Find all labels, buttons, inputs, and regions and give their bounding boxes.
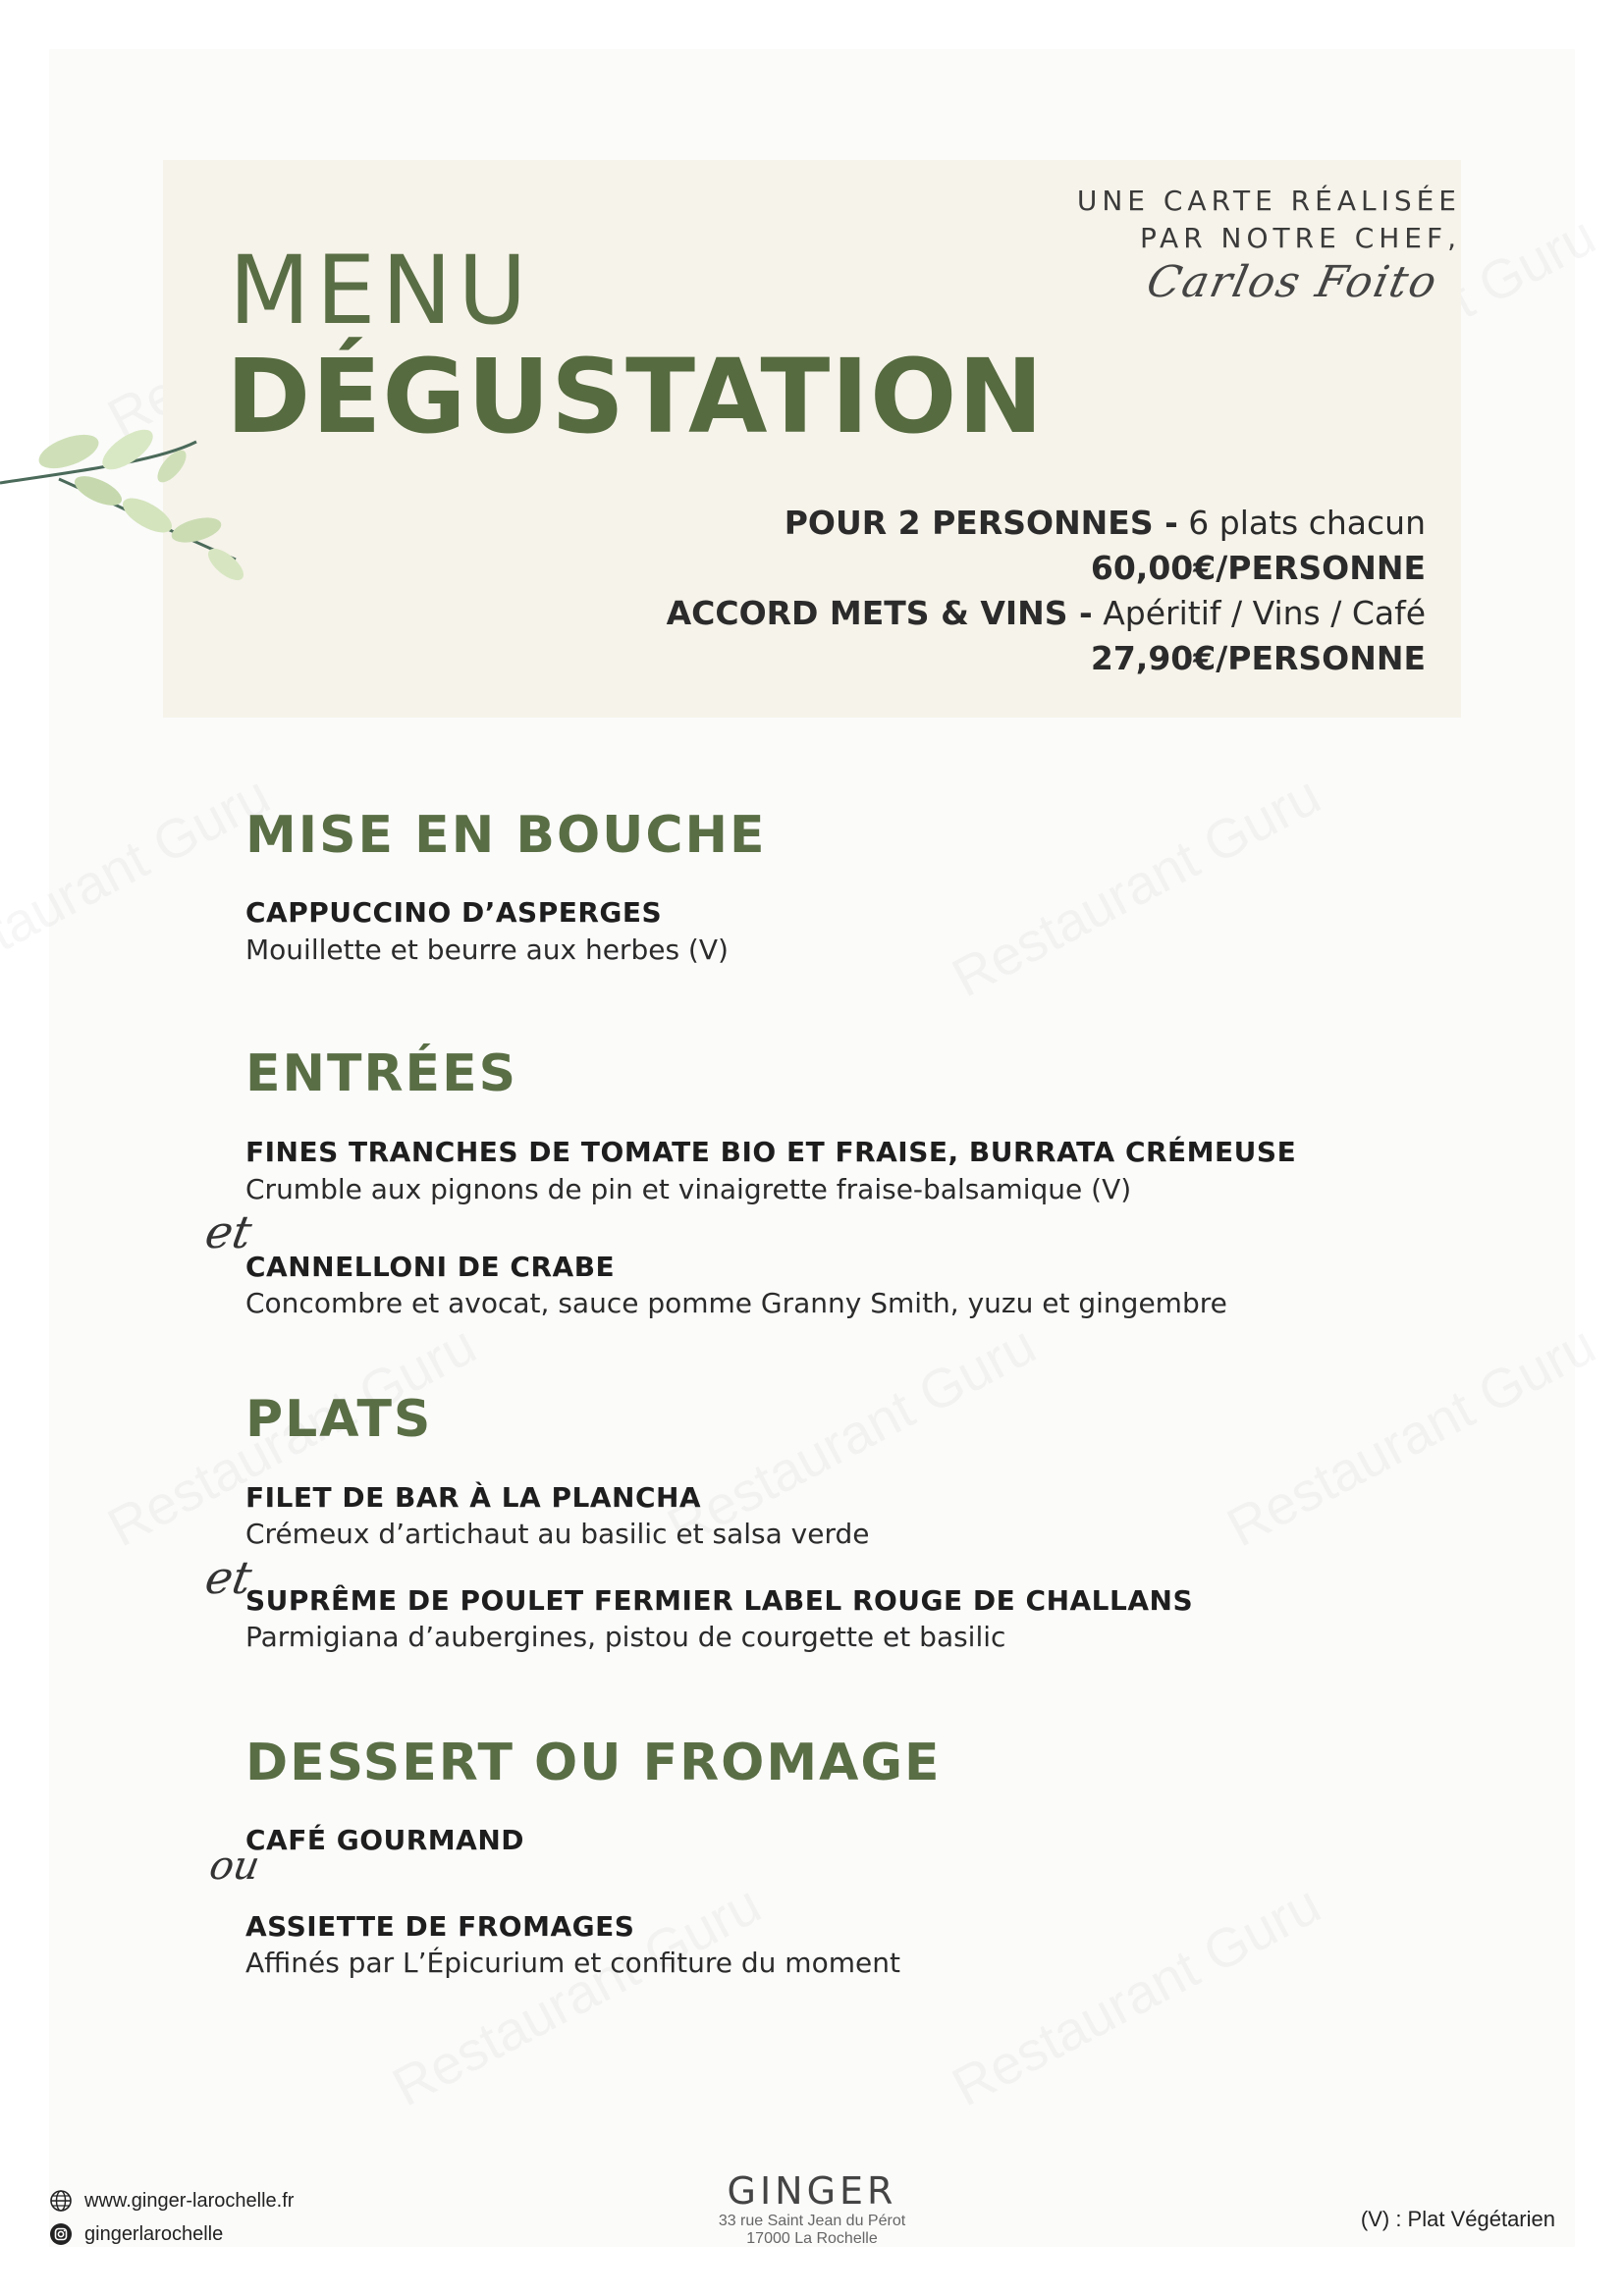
pricing-block: [667, 501, 1426, 681]
pricing-line-wine: ACCORD METS & VINS - Apéritif / Vins / Café: [666, 594, 1426, 632]
section-title-entrees: ENTRÉES: [245, 1044, 518, 1103]
degustation-title: DÉGUSTATION: [226, 337, 1045, 456]
dish-description: Mouillette et beurre aux herbes (V): [245, 934, 729, 966]
dish-name: ASSIETTE DE FROMAGES: [245, 1910, 635, 1943]
menu-title: MENU: [229, 236, 533, 346]
section-title-dessert: DESSERT OU FROMAGE: [245, 1734, 942, 1792]
chef-caption-line1: UNE CARTE RÉALISÉE: [1076, 185, 1461, 217]
chef-caption-line2: PAR NOTRE CHEF,: [1139, 222, 1461, 254]
footer-brand: [687, 2169, 937, 2248]
website-link[interactable]: www.ginger-larochelle.fr: [84, 2189, 295, 2212]
dish-description: Affinés par L’Épicurium et confiture du moment: [245, 1947, 900, 1979]
instagram-row: [49, 2217, 294, 2251]
dish-name: CANNELLONI DE CRABE: [245, 1251, 616, 1283]
connector-et: et: [201, 1551, 256, 1604]
dish-description: Crumble aux pignons de pin et vinaigrette fraise-balsamique (V): [245, 1173, 1132, 1205]
connector-et: et: [201, 1205, 256, 1258]
footer-contacts: [49, 2184, 294, 2251]
vegetarian-note: (V) : Plat Végétarien: [1360, 2207, 1555, 2231]
instagram-handle[interactable]: gingerlarochelle: [84, 2222, 224, 2245]
section-title-plats: PLATS: [245, 1390, 433, 1449]
connector-ou: ou: [205, 1843, 263, 1889]
pricing-line-persons: POUR 2 PERSONNES - 6 plats chacun: [784, 504, 1426, 542]
website-row: [49, 2184, 294, 2217]
dish-name: SUPRÊME DE POULET FERMIER LABEL ROUGE DE CHALLANS: [245, 1584, 1194, 1617]
dish-description: Parmigiana d’aubergines, pistou de courgette et basilic: [245, 1621, 1006, 1653]
dish-name: CAPPUCCINO D’ASPERGES: [245, 896, 663, 929]
dish-name: FILET DE BAR À LA PLANCHA: [245, 1481, 702, 1514]
address-line2: 17000 La Rochelle: [746, 2230, 878, 2247]
brand-logo: GINGER: [727, 2169, 897, 2213]
pricing-line-wine-price: 27,90€/PERSONNE: [1090, 639, 1426, 677]
dish-description: Concombre et avocat, sauce pomme Granny Smith, yuzu et gingembre: [245, 1287, 1227, 1319]
section-title-mise-en-bouche: MISE EN BOUCHE: [245, 806, 767, 865]
dish-name: CAFÉ GOURMAND: [245, 1824, 525, 1856]
pricing-line-price: 60,00€/PERSONNE: [1090, 549, 1426, 587]
address-line1: 33 rue Saint Jean du Pérot: [718, 2213, 906, 2229]
globe-icon: [49, 2189, 73, 2213]
instagram-icon: [49, 2222, 73, 2246]
chef-signature: Carlos Foito: [1142, 257, 1443, 307]
dish-description: Crémeux d’artichaut au basilic et salsa verde: [245, 1518, 870, 1550]
dish-name: FINES TRANCHES DE TOMATE BIO ET FRAISE, BURRATA CRÉMEUSE: [245, 1136, 1297, 1168]
